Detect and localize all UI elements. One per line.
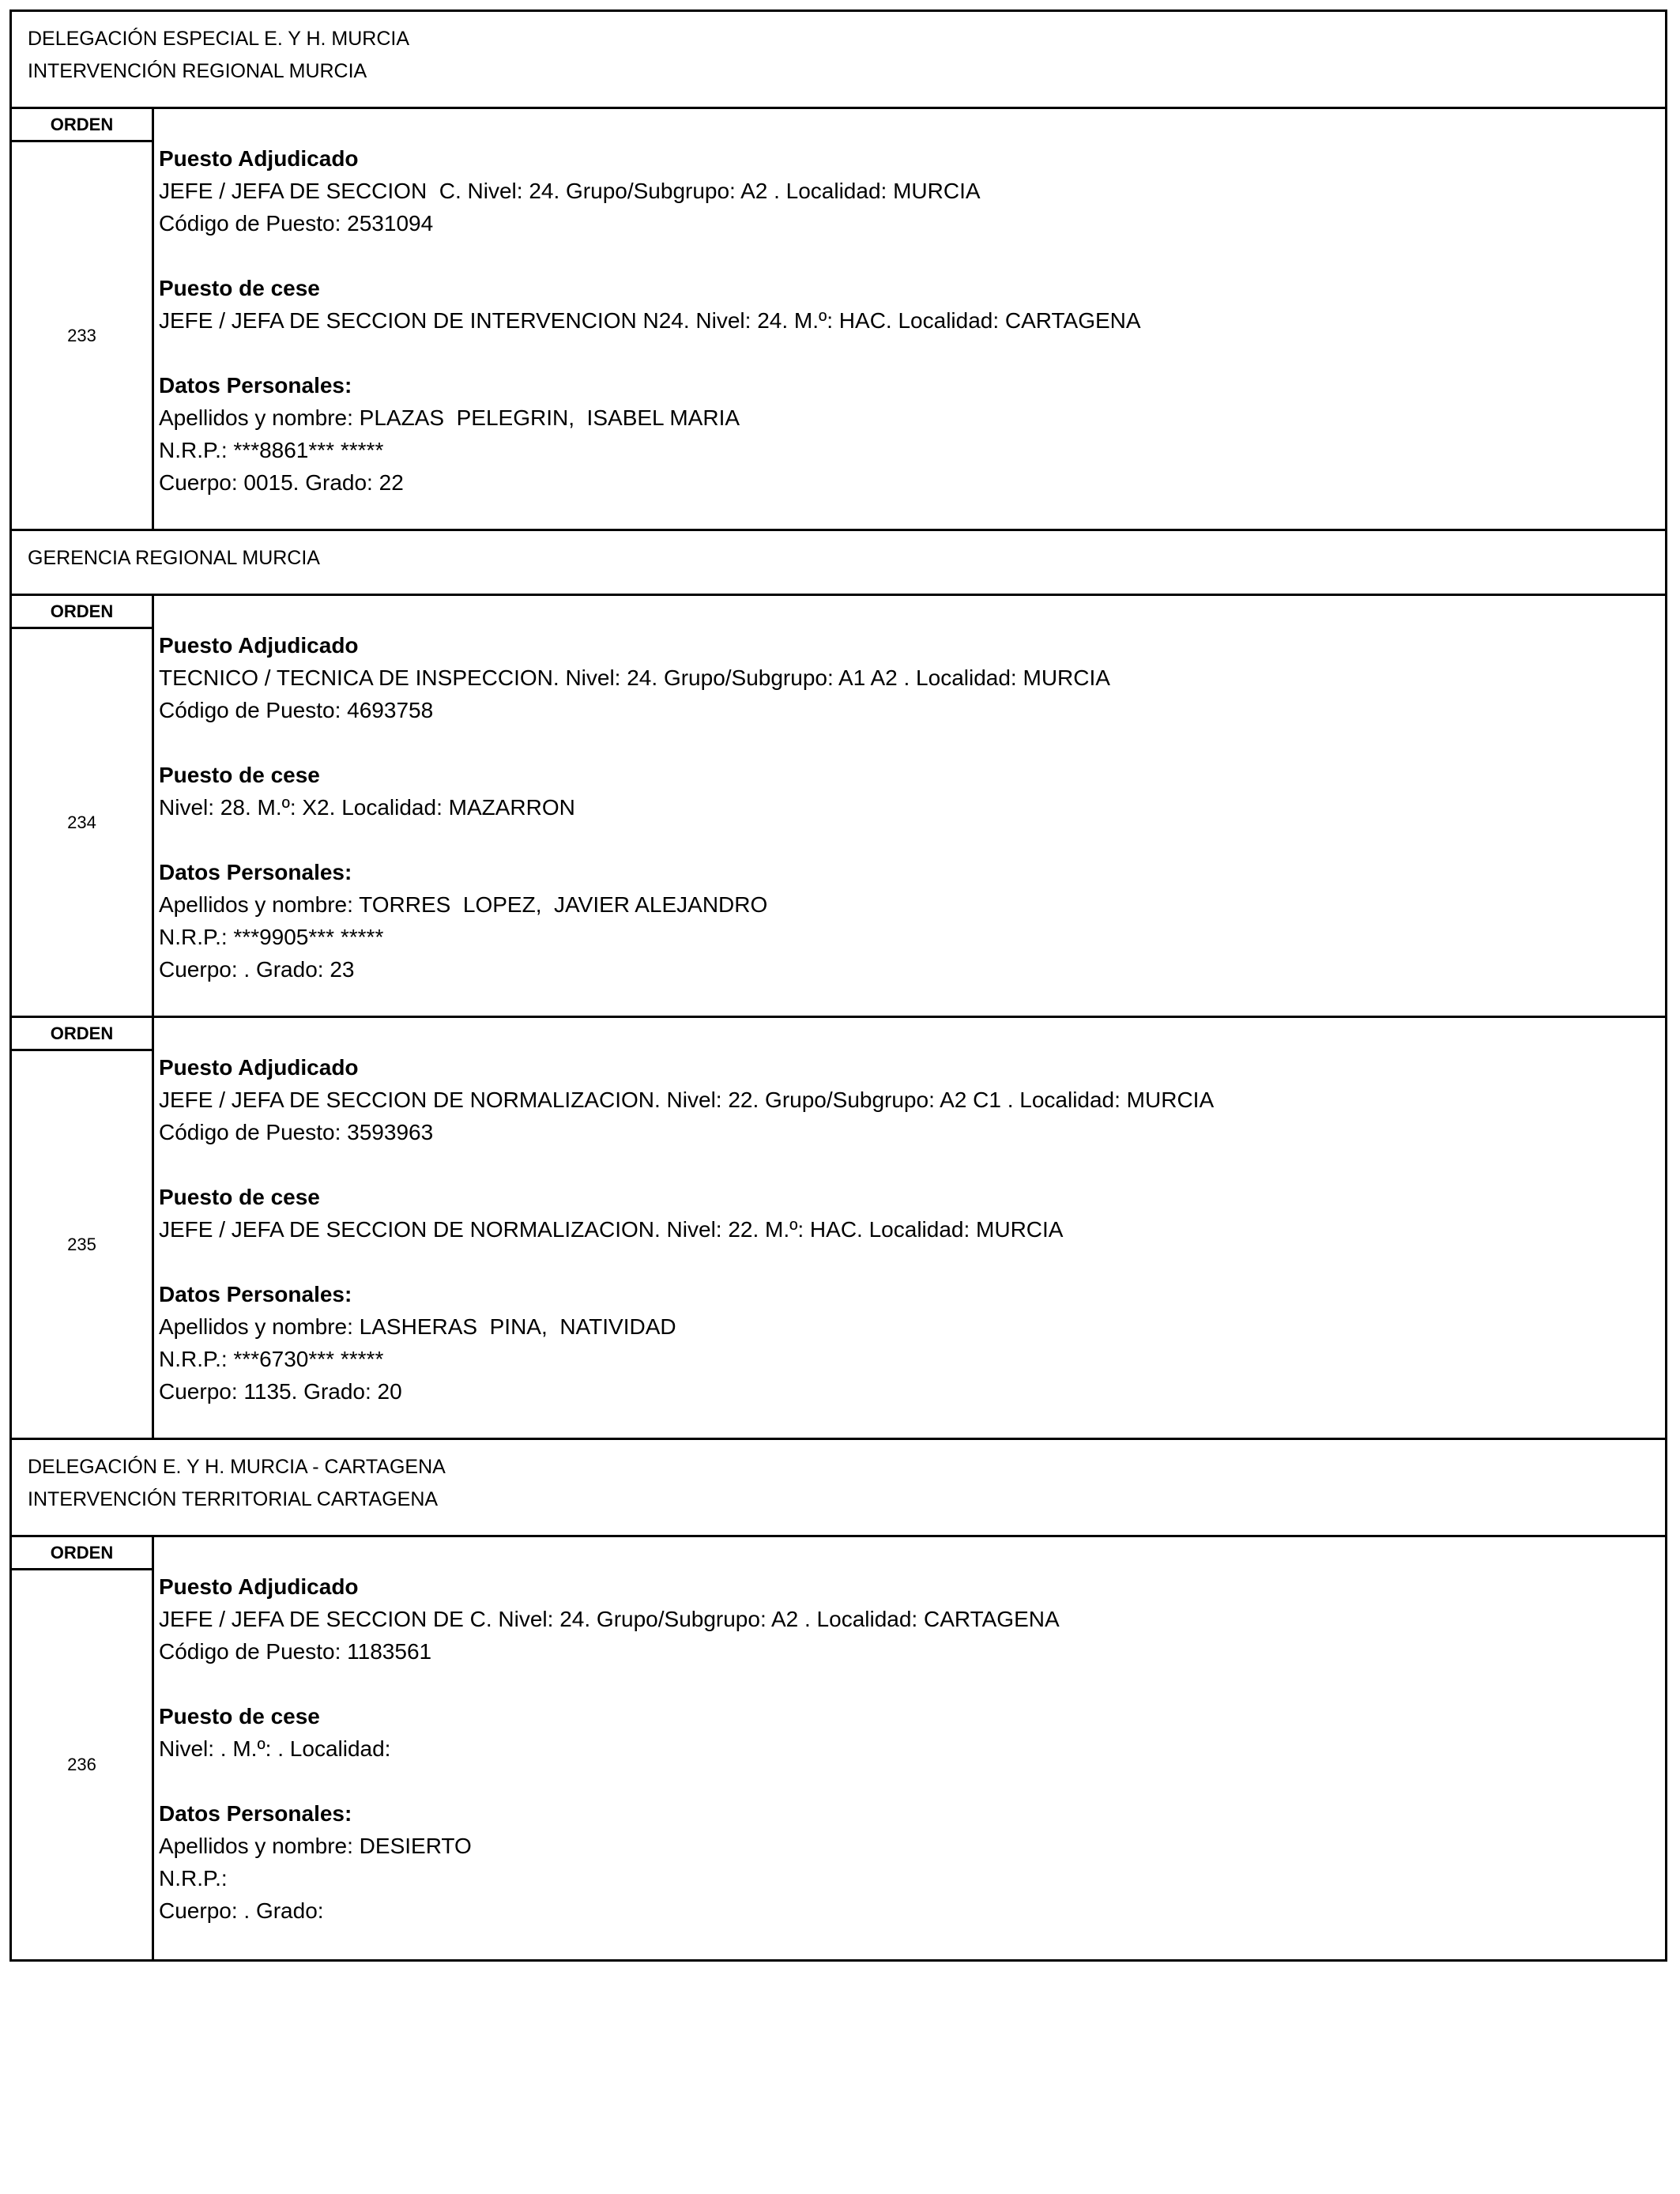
orden-label: ORDEN	[12, 109, 152, 142]
orden-column	[12, 109, 154, 529]
cese-title: Puesto de cese	[159, 1185, 320, 1209]
orden-number: 233	[67, 325, 96, 345]
section-header	[12, 1440, 1665, 1537]
spacer	[159, 239, 1665, 272]
cuerpo-grado: Cuerpo: 0015. Grado: 22	[159, 470, 404, 495]
spacer	[159, 1765, 1665, 1797]
adjudicado-title: Puesto Adjudicado	[159, 1055, 359, 1080]
nrp: N.R.P.: ***6730*** *****	[159, 1347, 384, 1371]
orden-number: 234	[67, 812, 96, 832]
cese-description: JEFE / JEFA DE SECCION DE INTERVENCION N24. Nivel: 24. M.º: HAC. Localidad: CARTAGENA	[159, 308, 1141, 333]
orden-label: ORDEN	[12, 1018, 152, 1051]
spacer	[159, 1246, 1665, 1278]
cuerpo-grado: Cuerpo: . Grado:	[159, 1898, 324, 1923]
section-header-line: DELEGACIÓN E. Y H. MURCIA - CARTAGENA	[28, 1456, 446, 1478]
section-header	[12, 531, 1665, 596]
orden-column	[12, 1537, 154, 1959]
entry-row	[12, 109, 1665, 531]
personales-title: Datos Personales:	[159, 860, 352, 884]
nrp: N.R.P.: ***9905*** *****	[159, 925, 384, 949]
entry-row	[12, 1537, 1665, 1959]
entry-details	[154, 109, 1665, 529]
codigo-puesto: Código de Puesto: 3593963	[159, 1120, 434, 1144]
orden-label: ORDEN	[12, 596, 152, 629]
spacer	[159, 726, 1665, 759]
spacer	[159, 1148, 1665, 1181]
cuerpo-grado: Cuerpo: 1135. Grado: 20	[159, 1379, 402, 1404]
spacer	[159, 337, 1665, 369]
orden-label: ORDEN	[12, 1537, 152, 1570]
entry-details	[154, 1018, 1665, 1438]
spacer	[159, 824, 1665, 856]
adjudicado-description: JEFE / JEFA DE SECCION DE NORMALIZACION. Nivel: 22. Grupo/Subgrupo: A2 C1 . Localidad: MURCIA	[159, 1088, 1215, 1112]
apellidos-nombre: Apellidos y nombre: DESIERTO	[159, 1834, 472, 1858]
orden-column	[12, 596, 154, 1016]
personales-title: Datos Personales:	[159, 1801, 352, 1826]
cese-description: JEFE / JEFA DE SECCION DE NORMALIZACION. Nivel: 22. M.º: HAC. Localidad: MURCIA	[159, 1217, 1064, 1242]
orden-number: 235	[67, 1234, 96, 1254]
codigo-puesto: Código de Puesto: 2531094	[159, 211, 434, 236]
cese-title: Puesto de cese	[159, 276, 320, 300]
adjudicado-title: Puesto Adjudicado	[159, 633, 359, 658]
orden-column	[12, 1018, 154, 1438]
adjudicado-description: JEFE / JEFA DE SECCION C. Nivel: 24. Grupo/Subgrupo: A2 . Localidad: MURCIA	[159, 179, 981, 203]
section-header-line: GERENCIA REGIONAL MURCIA	[28, 547, 320, 569]
adjudicado-description: TECNICO / TECNICA DE INSPECCION. Nivel: 24. Grupo/Subgrupo: A1 A2 . Localidad: MURCIA	[159, 665, 1110, 690]
personales-title: Datos Personales:	[159, 373, 352, 398]
cuerpo-grado: Cuerpo: . Grado: 23	[159, 957, 355, 982]
section-header	[12, 12, 1665, 109]
spacer	[159, 1668, 1665, 1700]
cese-title: Puesto de cese	[159, 1704, 320, 1728]
assignment-table	[9, 9, 1667, 1962]
entry-details	[154, 1537, 1665, 1959]
nrp: N.R.P.:	[159, 1866, 228, 1891]
cese-description: Nivel: . M.º: . Localidad:	[159, 1736, 391, 1761]
apellidos-nombre: Apellidos y nombre: PLAZAS PELEGRIN, ISABEL MARIA	[159, 405, 740, 430]
adjudicado-title: Puesto Adjudicado	[159, 146, 359, 171]
adjudicado-description: JEFE / JEFA DE SECCION DE C. Nivel: 24. Grupo/Subgrupo: A2 . Localidad: CARTAGENA	[159, 1607, 1060, 1631]
entry-row	[12, 1018, 1665, 1440]
section-header-line: INTERVENCIÓN REGIONAL MURCIA	[28, 60, 367, 82]
personales-title: Datos Personales:	[159, 1282, 352, 1306]
apellidos-nombre: Apellidos y nombre: TORRES LOPEZ, JAVIER ALEJANDRO	[159, 892, 768, 917]
apellidos-nombre: Apellidos y nombre: LASHERAS PINA, NATIVIDAD	[159, 1314, 676, 1339]
orden-number: 236	[67, 1755, 96, 1774]
cese-title: Puesto de cese	[159, 763, 320, 787]
adjudicado-title: Puesto Adjudicado	[159, 1574, 359, 1599]
cese-description: Nivel: 28. M.º: X2. Localidad: MAZARRON	[159, 795, 575, 820]
codigo-puesto: Código de Puesto: 4693758	[159, 698, 434, 722]
codigo-puesto: Código de Puesto: 1183561	[159, 1639, 432, 1664]
nrp: N.R.P.: ***8861*** *****	[159, 438, 384, 462]
entry-details	[154, 596, 1665, 1016]
section-header-line: DELEGACIÓN ESPECIAL E. Y H. MURCIA	[28, 28, 410, 50]
entry-row	[12, 596, 1665, 1018]
section-header-line: INTERVENCIÓN TERRITORIAL CARTAGENA	[28, 1488, 439, 1510]
